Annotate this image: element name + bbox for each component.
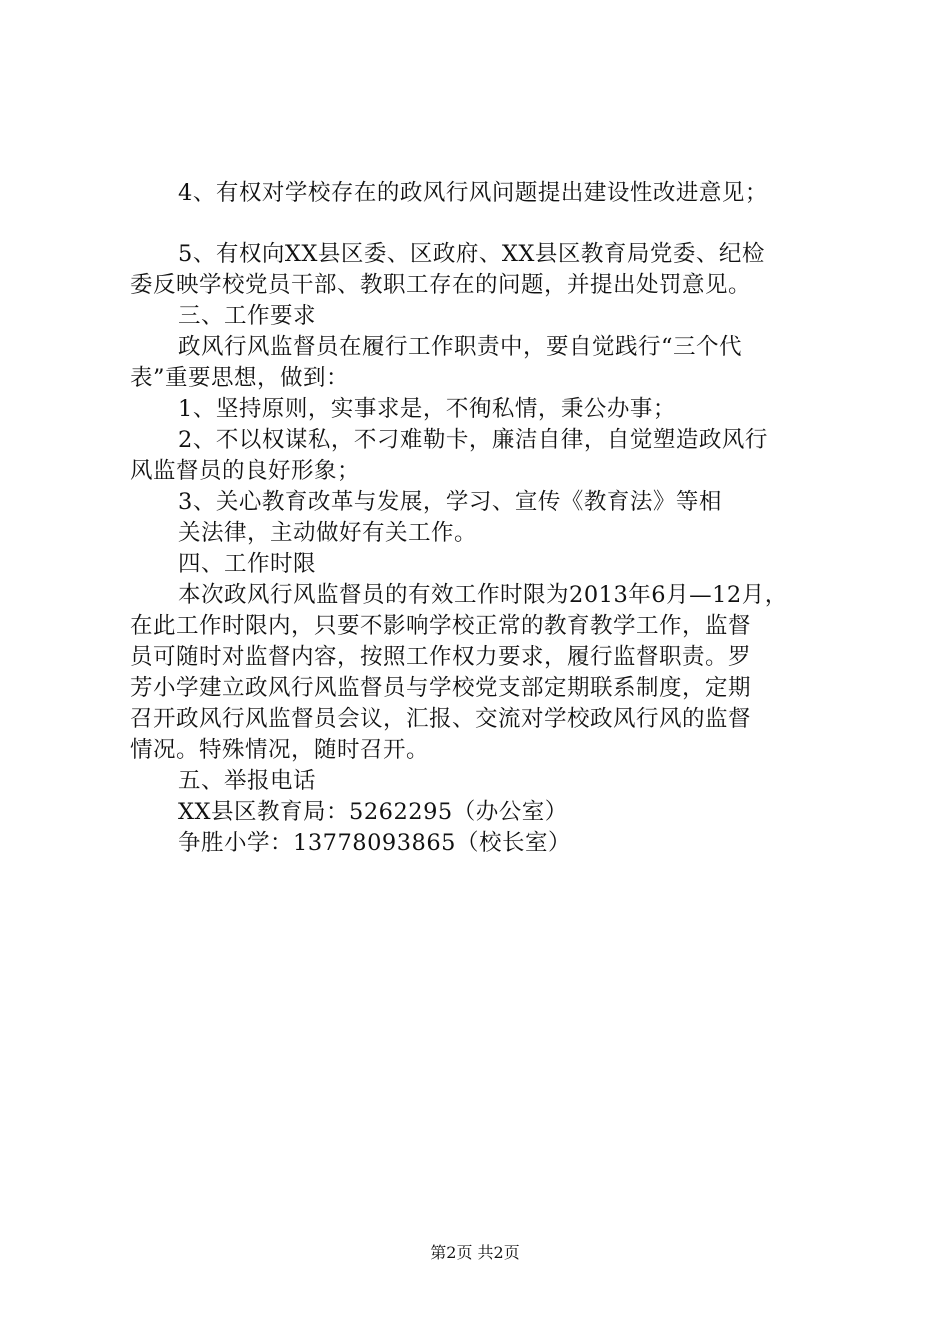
text-line: 本次政风行风监督员的有效工作时限为2013年6月—12月， bbox=[178, 582, 788, 608]
text-line: 风监督员的良好形象； bbox=[130, 458, 361, 484]
text-line: 芳小学建立政风行风监督员与学校党支部定期联系制度，定期 bbox=[130, 675, 752, 701]
text-line: 政风行风监督员在履行工作职责中，要自觉践行“三个代 bbox=[178, 334, 743, 360]
text-line: 3、关心教育改革与发展，学习、宣传《教育法》等相 bbox=[178, 489, 722, 515]
text-line: 5、有权向XX县区委、区政府、XX县区教育局党委、纪检 bbox=[178, 241, 765, 267]
page-footer: 第2页 共2页 bbox=[430, 1243, 520, 1262]
section-heading: 五、举报电话 bbox=[178, 768, 317, 794]
text-line: 表”重要思想，做到： bbox=[130, 365, 350, 391]
text-line: 1、坚持原则，实事求是，不徇私情，秉公办事； bbox=[178, 396, 676, 422]
section-heading: 四、工作时限 bbox=[178, 551, 317, 577]
text-line: 委反映学校党员干部、教职工存在的问题，并提出处罚意见。 bbox=[130, 272, 752, 298]
text-line: 2、不以权谋私，不刁难勒卡，廉洁自律，自觉塑造政风行 bbox=[178, 427, 768, 453]
text-line: 在此工作时限内，只要不影响学校正常的教育教学工作，监督 bbox=[130, 613, 752, 639]
text-line: 争胜小学：13778093865（校长室） bbox=[178, 830, 571, 856]
text-line: XX县区教育局：5262295（办公室） bbox=[178, 799, 568, 825]
text-line: 关法律，主动做好有关工作。 bbox=[178, 520, 478, 546]
text-line: 4、有权对学校存在的政风行风问题提出建设性改进意见； bbox=[178, 180, 768, 206]
text-line: 情况。特殊情况，随时召开。 bbox=[130, 737, 430, 763]
section-heading: 三、工作要求 bbox=[178, 303, 317, 329]
text-line: 召开政风行风监督员会议，汇报、交流对学校政风行风的监督 bbox=[130, 706, 752, 732]
text-line: 员可随时对监督内容，按照工作权力要求，履行监督职责。罗 bbox=[130, 644, 752, 670]
